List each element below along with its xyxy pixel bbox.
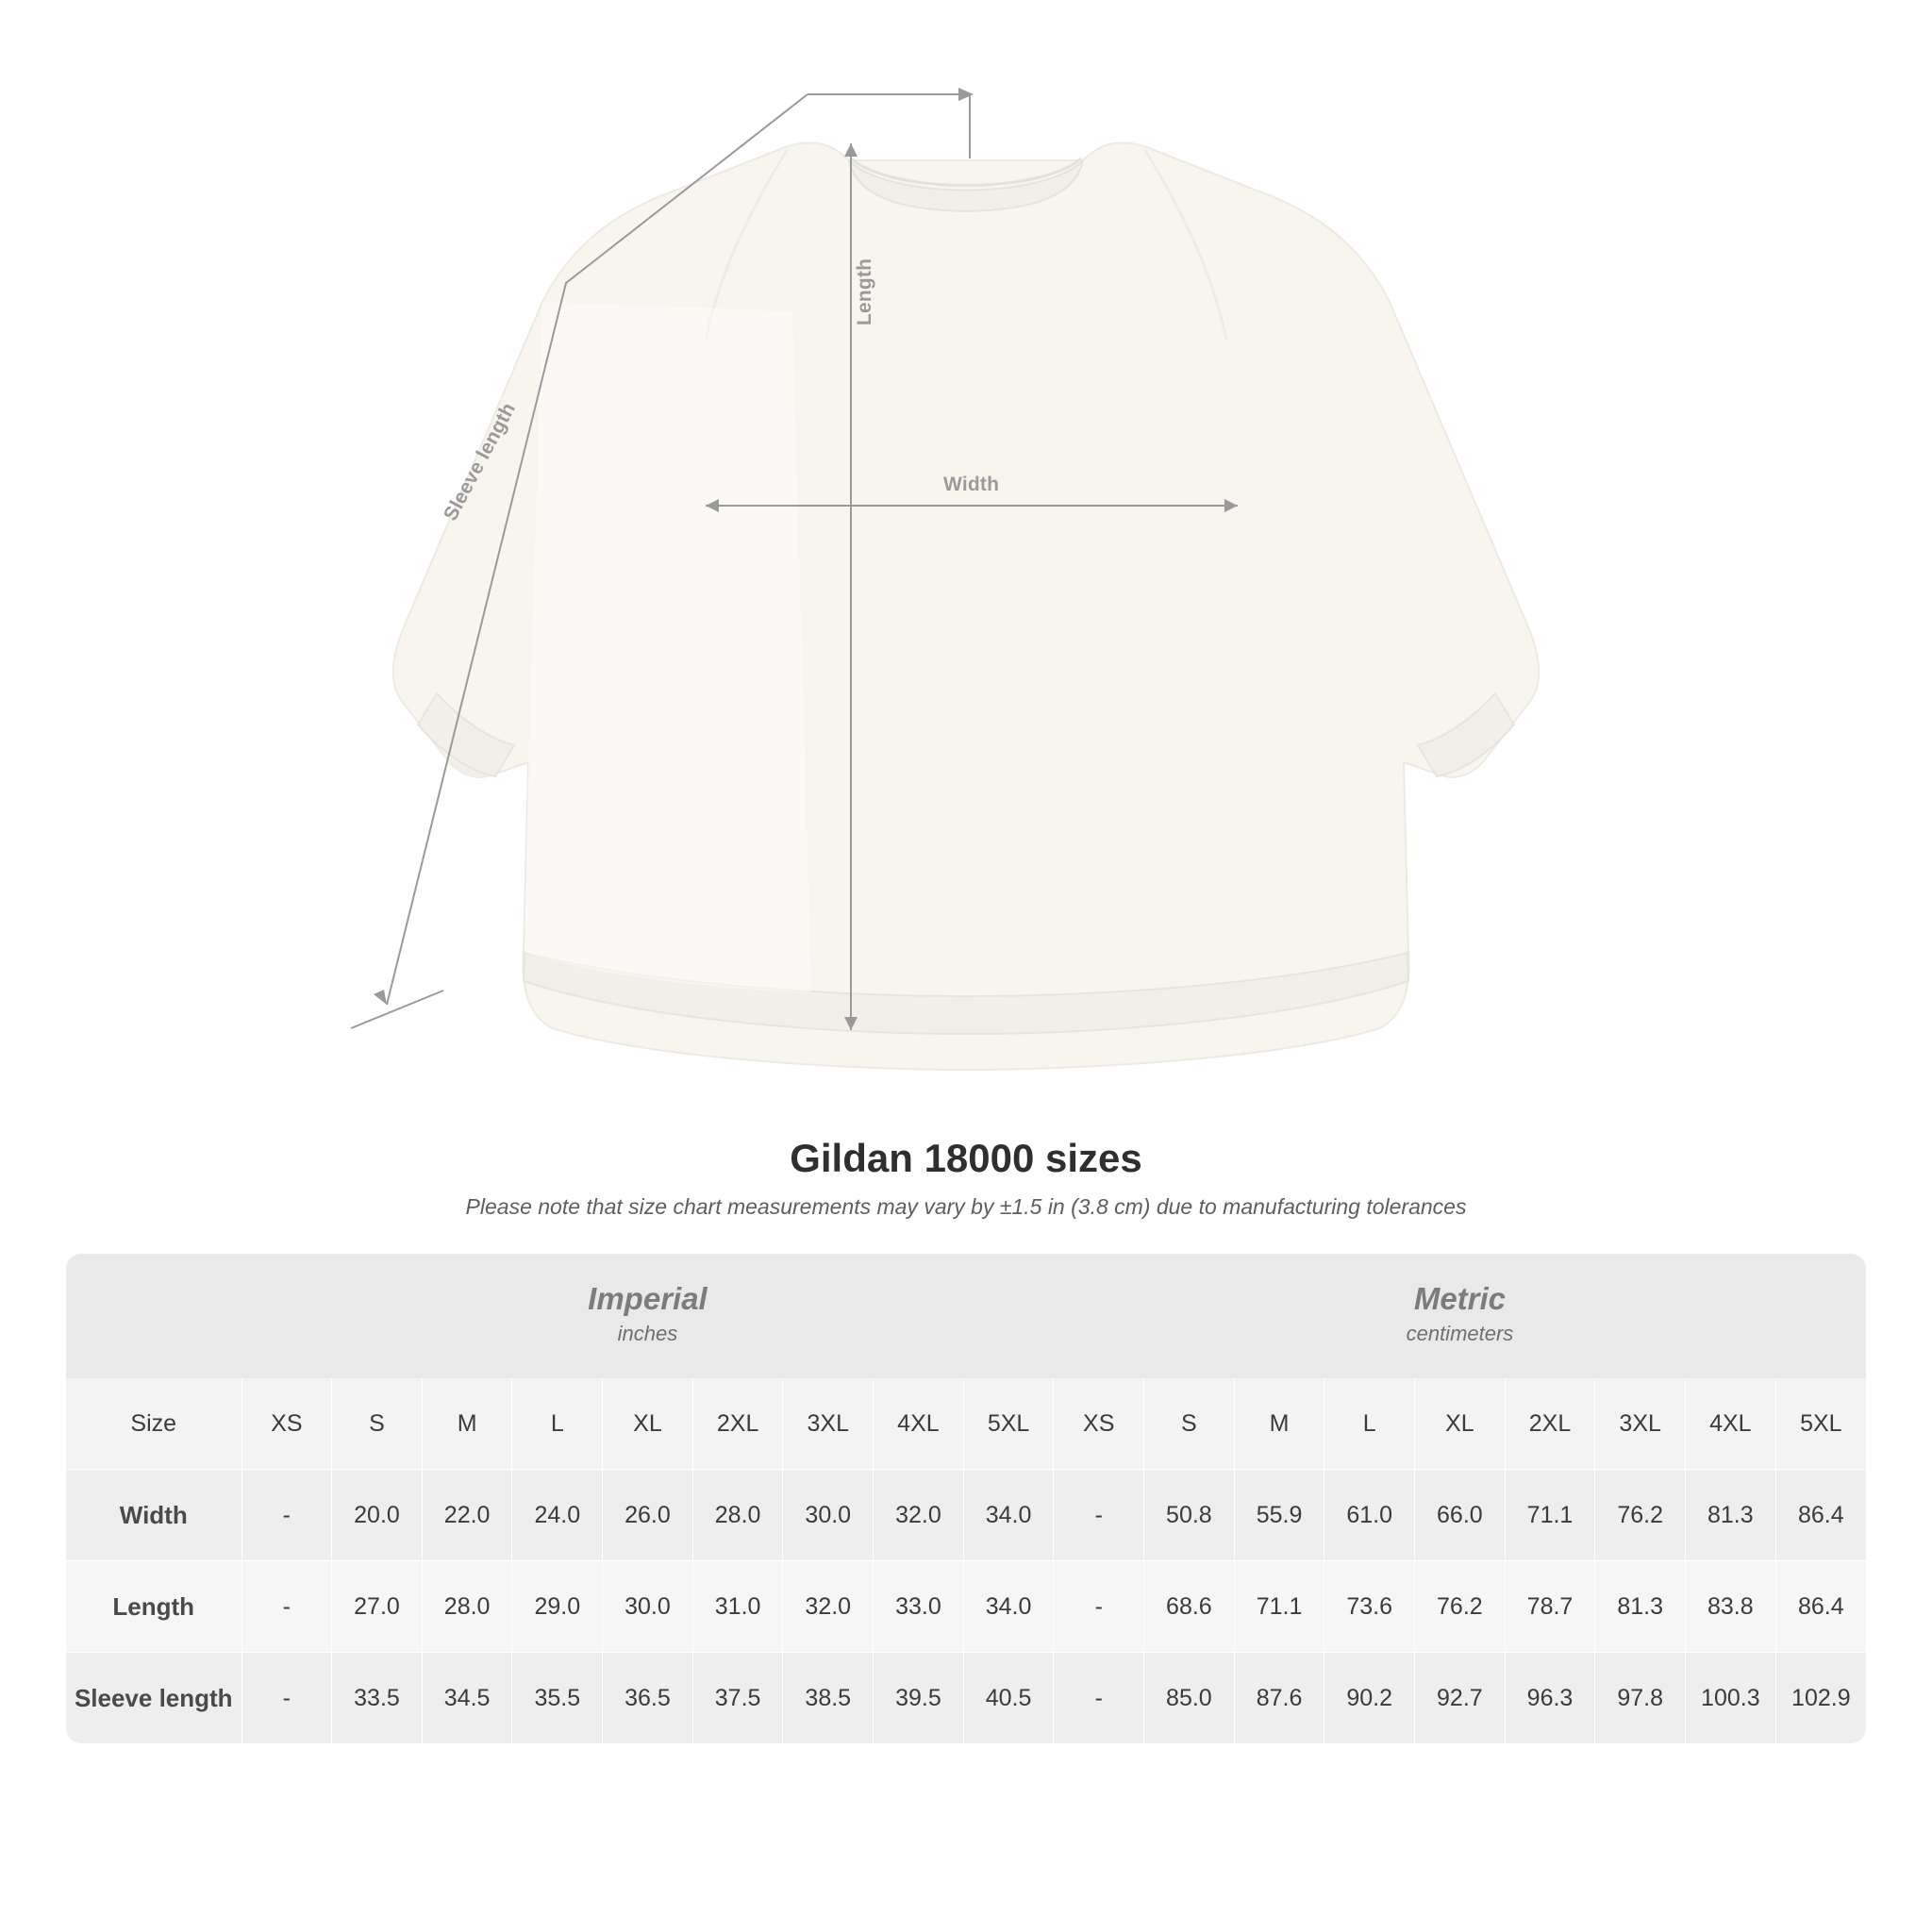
size-header-imperial-2xl: 2XL	[692, 1378, 783, 1470]
cell-sleeve-metric-m: 87.6	[1234, 1653, 1324, 1744]
cell-sleeve-metric-xl: 92.7	[1415, 1653, 1506, 1744]
cell-width-imperial-5xl: 34.0	[963, 1470, 1054, 1561]
cell-length-metric-l: 73.6	[1324, 1561, 1415, 1653]
size-header-imperial-m: M	[422, 1378, 512, 1470]
size-header-imperial-4xl: 4XL	[874, 1378, 964, 1470]
size-header-label: Size	[66, 1378, 242, 1470]
cell-length-imperial-xl: 30.0	[603, 1561, 693, 1653]
cell-width-metric-5xl: 86.4	[1775, 1470, 1866, 1561]
cell-sleeve-metric-2xl: 96.3	[1505, 1653, 1595, 1744]
sleeve-length-dimension-label: Sleeve length	[440, 399, 521, 525]
cell-sleeve-imperial-5xl: 40.5	[963, 1653, 1054, 1744]
page-title: Gildan 18000 sizes	[790, 1136, 1142, 1180]
cell-sleeve-imperial-xl: 36.5	[603, 1653, 693, 1744]
cell-width-metric-xl: 66.0	[1415, 1470, 1506, 1561]
cell-length-imperial-m: 28.0	[422, 1561, 512, 1653]
cell-length-imperial-3xl: 32.0	[783, 1561, 874, 1653]
cell-sleeve-imperial-2xl: 37.5	[692, 1653, 783, 1744]
cell-sleeve-imperial-m: 34.5	[422, 1653, 512, 1744]
cell-length-metric-2xl: 78.7	[1505, 1561, 1595, 1653]
row-label-sleeve-length: Sleeve length	[66, 1653, 242, 1744]
table-row	[66, 1653, 1866, 1744]
cell-width-imperial-xs: -	[242, 1470, 332, 1561]
cell-width-imperial-3xl: 30.0	[783, 1470, 874, 1561]
cell-width-metric-4xl: 81.3	[1686, 1470, 1776, 1561]
cell-length-metric-xl: 76.2	[1415, 1561, 1506, 1653]
cell-width-metric-s: 50.8	[1144, 1470, 1235, 1561]
size-header-metric-5xl: 5XL	[1775, 1378, 1866, 1470]
width-dimension-label: Width	[943, 474, 1000, 495]
size-header-imperial-5xl: 5XL	[963, 1378, 1054, 1470]
cell-length-imperial-4xl: 33.0	[874, 1561, 964, 1653]
cell-width-metric-2xl: 71.1	[1505, 1470, 1595, 1561]
size-header-imperial-l: L	[512, 1378, 603, 1470]
size-header-metric-m: M	[1234, 1378, 1324, 1470]
cell-length-metric-m: 71.1	[1234, 1561, 1324, 1653]
table-row	[66, 1470, 1866, 1561]
cell-sleeve-imperial-s: 33.5	[332, 1653, 423, 1744]
cell-sleeve-imperial-l: 35.5	[512, 1653, 603, 1744]
size-header-metric-l: L	[1324, 1378, 1415, 1470]
cell-sleeve-imperial-3xl: 38.5	[783, 1653, 874, 1744]
unit-group-metric	[1054, 1254, 1866, 1378]
cell-width-imperial-l: 24.0	[512, 1470, 603, 1561]
size-header-metric-4xl: 4XL	[1686, 1378, 1776, 1470]
size-header-row	[66, 1378, 1866, 1470]
size-table-wrapper	[66, 1254, 1866, 1743]
length-dimension-label: Length	[854, 258, 875, 325]
cell-length-imperial-2xl: 31.0	[692, 1561, 783, 1653]
row-label-length: Length	[66, 1561, 242, 1653]
cell-width-imperial-xl: 26.0	[603, 1470, 693, 1561]
cell-width-imperial-m: 22.0	[422, 1470, 512, 1561]
unit-spacer-cell	[66, 1254, 242, 1378]
cell-sleeve-metric-xs: -	[1054, 1653, 1144, 1744]
cell-width-metric-3xl: 76.2	[1595, 1470, 1686, 1561]
cell-length-imperial-s: 27.0	[332, 1561, 423, 1653]
title-block	[0, 1136, 1932, 1220]
unit-group-imperial-sub: inches	[617, 1322, 678, 1346]
cell-sleeve-metric-5xl: 102.9	[1775, 1653, 1866, 1744]
size-table	[66, 1254, 1866, 1743]
row-label-width: Width	[66, 1470, 242, 1561]
size-header-metric-3xl: 3XL	[1595, 1378, 1686, 1470]
cell-width-imperial-4xl: 32.0	[874, 1470, 964, 1561]
cell-length-imperial-xs: -	[242, 1561, 332, 1653]
cell-width-metric-m: 55.9	[1234, 1470, 1324, 1561]
unit-group-imperial	[242, 1254, 1054, 1378]
size-header-metric-xl: XL	[1415, 1378, 1506, 1470]
cell-length-metric-5xl: 86.4	[1775, 1561, 1866, 1653]
unit-group-metric-name: Metric	[1413, 1281, 1507, 1317]
table-row	[66, 1561, 1866, 1653]
cell-sleeve-metric-4xl: 100.3	[1686, 1653, 1776, 1744]
cell-length-imperial-l: 29.0	[512, 1561, 603, 1653]
size-header-imperial-s: S	[332, 1378, 423, 1470]
unit-group-metric-sub: centimeters	[1406, 1322, 1514, 1346]
cell-sleeve-imperial-xs: -	[242, 1653, 332, 1744]
size-header-imperial-xs: XS	[242, 1378, 332, 1470]
size-header-imperial-xl: XL	[603, 1378, 693, 1470]
cell-sleeve-metric-s: 85.0	[1144, 1653, 1235, 1744]
cell-sleeve-metric-3xl: 97.8	[1595, 1653, 1686, 1744]
cell-width-imperial-s: 20.0	[332, 1470, 423, 1561]
cell-length-imperial-5xl: 34.0	[963, 1561, 1054, 1653]
size-header-metric-xs: XS	[1054, 1378, 1144, 1470]
cell-length-metric-3xl: 81.3	[1595, 1561, 1686, 1653]
cell-width-metric-l: 61.0	[1324, 1470, 1415, 1561]
tolerance-note: Please note that size chart measurements may vary by ±1.5 in (3.8 cm) due to manufacturing tolerances	[465, 1194, 1467, 1219]
cell-length-metric-s: 68.6	[1144, 1561, 1235, 1653]
cell-sleeve-metric-l: 90.2	[1324, 1653, 1415, 1744]
unit-group-imperial-name: Imperial	[588, 1281, 708, 1317]
size-header-imperial-3xl: 3XL	[783, 1378, 874, 1470]
unit-header-row	[66, 1254, 1866, 1378]
size-header-metric-s: S	[1144, 1378, 1235, 1470]
sweatshirt-shape	[393, 142, 1539, 1070]
cell-width-imperial-2xl: 28.0	[692, 1470, 783, 1561]
cell-width-metric-xs: -	[1054, 1470, 1144, 1561]
cell-sleeve-imperial-4xl: 39.5	[874, 1653, 964, 1744]
cell-length-metric-4xl: 83.8	[1686, 1561, 1776, 1653]
size-header-metric-2xl: 2XL	[1505, 1378, 1595, 1470]
cell-length-metric-xs: -	[1054, 1561, 1144, 1653]
